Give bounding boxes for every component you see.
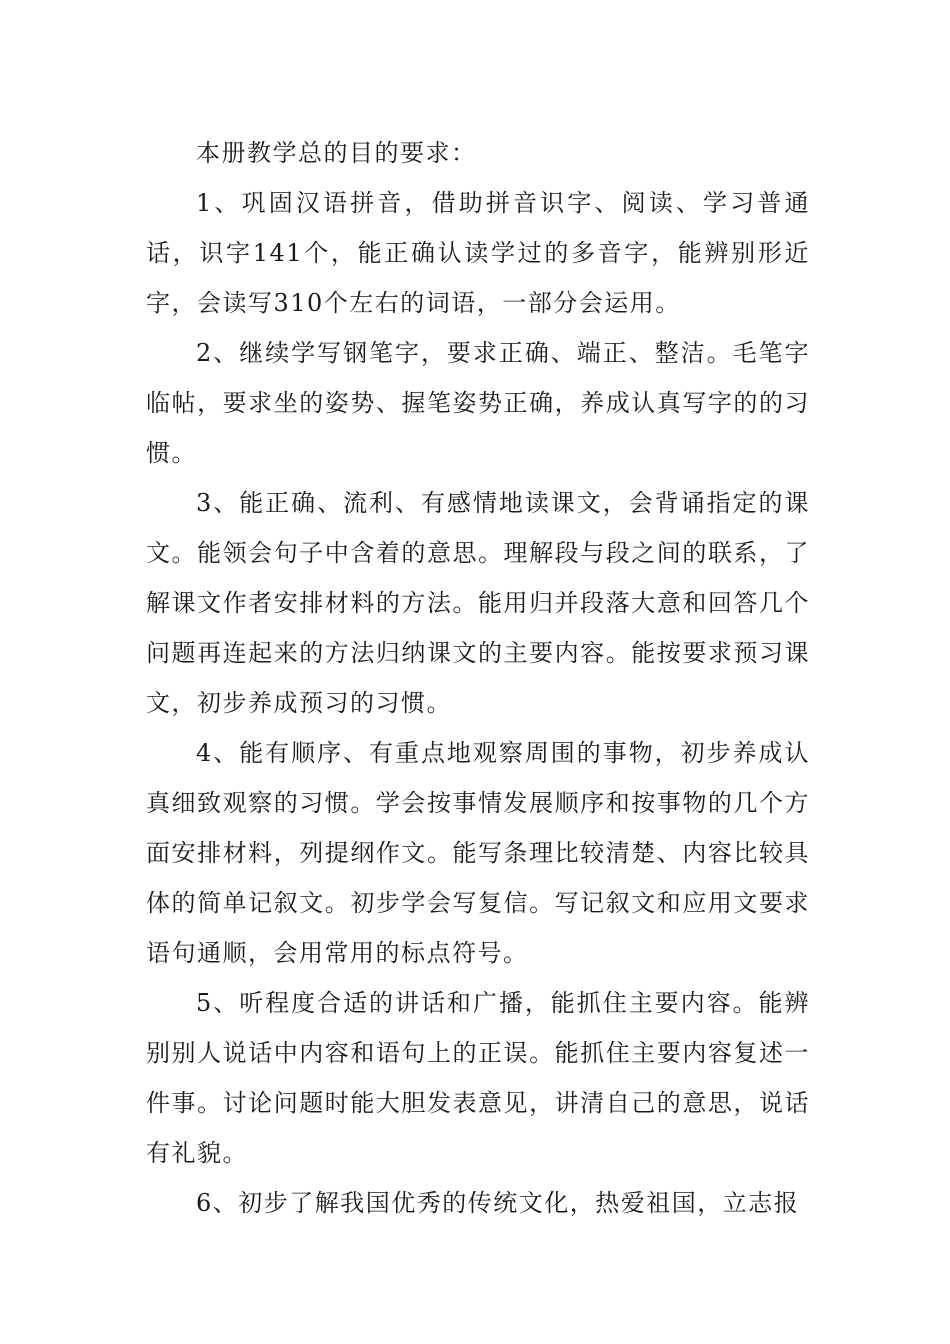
paragraph-item-6: 6、初步了解我国优秀的传统文化，热爱祖国，立志报 <box>196 1189 800 1217</box>
paragraph-item-4: 4、能有顺序、有重点地观察周围的事物，初步养成认真细致观察的习惯。学会按事情发展顺序和按事物的几个方面安排材料，列提纲作文。能写条理比较清楚、内容比较具体的简单记叙文。初步学会写复信。写记叙文和应用文要求语句通顺，会用常用的标点符号。 <box>146 739 810 967</box>
paragraph-item-3: 3、能正确、流利、有感情地读课文，会背诵指定的课文。能领会句子中含着的意思。理解段与段之间的联系，了解课文作者安排材料的方法。能用归并段落大意和回答几个问题再连起来的方法归纳课文的主要内容。能按要求预习课文，初步养成预习的习惯。 <box>146 489 810 717</box>
paragraph-item-5: 5、听程度合适的讲话和广播，能抓住主要内容。能辨别别人说话中内容和语句上的正误。能抓住主要内容复述一件事。讨论问题时能大胆发表意见，讲清自己的意思，说话有礼貌。 <box>146 989 810 1167</box>
document-body <box>146 128 810 1228</box>
paragraph-item-1: 1、巩固汉语拼音，借助拼音识字、阅读、学习普通话，识字141个，能正确认读学过的多音字，能辨别形近字，会读写310个左右的词语，一部分会运用。 <box>146 189 810 317</box>
section-heading: 本册教学总的目的要求： <box>196 139 477 167</box>
paragraph-item-2: 2、继续学写钢笔字，要求正确、端正、整洁。毛笔字临帖，要求坐的姿势、握笔姿势正确，养成认真写字的的习惯。 <box>146 339 810 467</box>
